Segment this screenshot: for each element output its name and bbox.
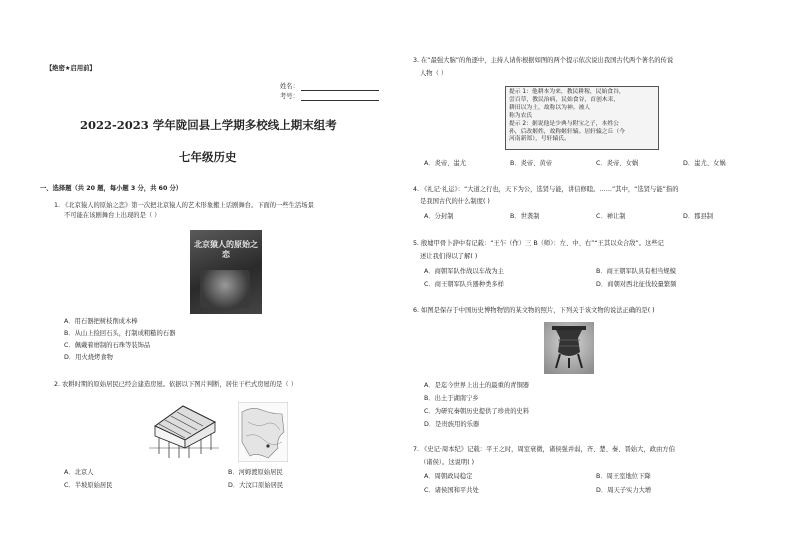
q4-option-d[interactable]: D．郡县制 — [683, 213, 714, 220]
hint-line: 孙，后改姬姓，故称姬轩辕。居轩辕之丘（今 — [509, 128, 625, 135]
book-cover-figure — [200, 270, 250, 308]
name-label: 姓名： — [280, 83, 299, 90]
q7-option-d[interactable]: D．周天子实力大增 — [596, 487, 652, 494]
q6-option-d[interactable]: D．是贵族用的乐器 — [424, 421, 480, 428]
q1-option-d[interactable]: D．用火烧烤食物 — [64, 354, 113, 361]
q3-option-c[interactable]: C．炎帝、女娲 — [596, 160, 639, 167]
q5-stem-line2: 述让我们得以了解( ) — [420, 253, 478, 260]
q1-option-c[interactable]: C．佩戴着磨制的石珠等装饰品 — [64, 342, 151, 349]
secret-tag: 【绝密★启用前】 — [46, 65, 96, 72]
q6-option-b[interactable]: B．出土于湖南宁乡 — [424, 395, 479, 402]
q5-option-b[interactable]: B．商王朝军队具有相当规模 — [596, 268, 676, 275]
q1-option-b[interactable]: B．从山上捡回石头，打制成粗糙的石器 — [64, 330, 176, 337]
bronze-vessel-image — [544, 322, 594, 374]
q7-option-a[interactable]: A．周朝政局稳定 — [424, 473, 473, 480]
q2-option-b[interactable]: B．河姆渡原始居民 — [228, 469, 283, 476]
hint-line: 提示 1：他耕本为来，教民耕稼，民始食谷， — [509, 89, 625, 95]
hint-line: 尝百草，教民治病，民始食谷，首创木耒， — [509, 96, 620, 103]
q5-stem-line1: 5. 殷墟甲骨卜辞中有记载：“王乍（作）三 B（师）：左、中、右”“王其以众合敌”。这些记 — [413, 240, 664, 247]
q4-stem-line2: 是我国古代的什么制度( ) — [420, 198, 490, 205]
q2-stem: 2. 农耕时期的原始居民已经会建造房屋。依据以下图片判断，居住干栏式房屋的是（ ） — [54, 381, 297, 388]
q2-option-a[interactable]: A．北京人 — [64, 469, 94, 476]
q5-option-a[interactable]: A．商朝军队作战以车战为主 — [424, 268, 504, 275]
q3-option-a[interactable]: A．炎帝、蚩尤 — [424, 160, 467, 167]
q6-option-c[interactable]: C．为研究秦朝历史提供了珍贵的史料 — [424, 408, 530, 415]
q7-stem-line2: （诸侯）。这说明( ) — [420, 459, 475, 466]
hint-line: 耕田以为土，故称以为神。被人 — [509, 104, 591, 111]
q7-stem-line1: 7. 《史记·周本纪》记载：平王之时，周室衰微，诸侯强并弱，齐、楚、秦、晋始大，政由方伯 — [413, 446, 675, 453]
q4-stem-line1: 4. 《礼记·礼运》：“大道之行也，天下为公，选贤与能，讲信修睦。……”其中，“选贤与能”指的 — [413, 186, 679, 193]
exam-number-underline — [301, 93, 379, 101]
q3-option-d[interactable]: D．蚩尤、女娲 — [683, 160, 726, 167]
q1-option-a[interactable]: A．用石器把树枝削成木棒 — [64, 318, 138, 325]
q1-stem-line2: 不可能在该剧舞台上出现的是（ ） — [64, 212, 161, 219]
q3-stem-line1: 3. 在“最强大脑”的角逐中，主持人请你根据如图的两个提示依次说出我国古代两个著名的传说 — [413, 57, 674, 64]
exam-subtitle: 七年级历史 — [179, 150, 237, 164]
q6-stem: 6. 如图是保存于中国历史博物物馆的某文物的照片，下列关于该文物的说法正确的是( ) — [413, 307, 655, 314]
name-field[interactable] — [280, 83, 379, 91]
book-cover-image — [190, 230, 262, 314]
hint-line: 提示 2：据说他是少典与附宝之子，本姓公 — [509, 120, 619, 127]
section-heading: 一、选择题（共 20 题，每小题 3 分，共 60 分） — [40, 185, 183, 192]
q3-option-b[interactable]: B．炎帝、黄帝 — [510, 160, 553, 167]
q3-hint-box — [505, 86, 659, 150]
q2-option-c[interactable]: C．半坡原始居民 — [64, 482, 113, 489]
hint-line: 河南新郑），号轩辕氏。 — [509, 136, 570, 143]
q6-option-a[interactable]: A．是迄今世界上出土的最重的青铜器 — [424, 382, 530, 389]
book-cover-title: 北京猿人的原始之恋 — [194, 240, 258, 259]
q4-option-a[interactable]: A．分封制 — [424, 213, 454, 220]
q5-option-c[interactable]: C．商王朝军队兵器种类多样 — [424, 281, 504, 288]
q4-option-c[interactable]: C．禅让制 — [596, 213, 626, 220]
q7-option-b[interactable]: B．周王室地位下降 — [596, 473, 651, 480]
q4-option-b[interactable]: B．世袭制 — [510, 213, 540, 220]
map-image — [238, 402, 288, 462]
hint-line: 称为农氏 — [509, 112, 533, 119]
exam-number-field[interactable] — [280, 93, 379, 101]
q7-option-c[interactable]: C．诸侯国和平共处 — [424, 487, 479, 494]
q1-stem-line1: 1. 《北京猿人的原始之恋》第一次把北京猿人的艺术形象搬上话剧舞台。下面的一些生活场景 — [54, 202, 314, 209]
q3-stem-line2: 人物（ ） — [420, 70, 448, 77]
name-underline — [301, 83, 379, 91]
exam-title: 2022-2023 学年陇回县上学期多校线上期末组考 — [80, 118, 337, 132]
stilt-house-drawing — [145, 402, 223, 460]
q2-option-d[interactable]: D．大汶口原始居民 — [228, 482, 284, 489]
exam-number-label: 考号： — [280, 93, 299, 100]
q5-option-d[interactable]: D．商朝对西北征伐较量繁频 — [596, 281, 677, 288]
